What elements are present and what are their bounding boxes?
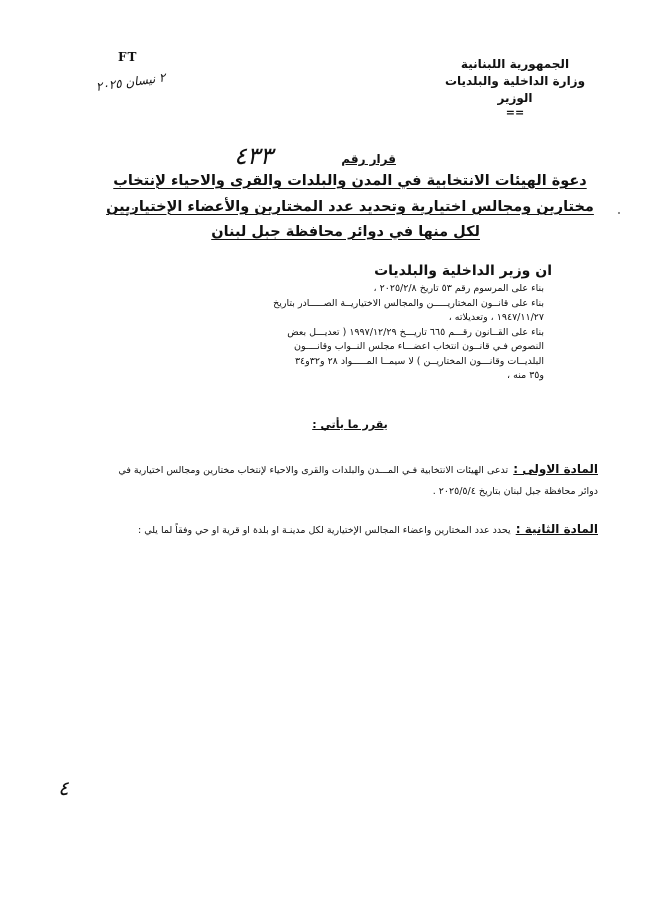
preamble-line: ١٩٤٧/١١/٢٧ ، وتعديلاته ، [448,312,544,323]
preamble-line: النصوص فـي قانــون انتخاب اعضـــاء مجلس النــواب وقانــــون [294,341,544,352]
decision-title-line: دعوة الهيئات الانتخابية في المدن والبلدات والقرى والاحياء لإنتخاب [113,173,587,189]
article-text: تدعى الهيئات الانتخابية فـي المـــدن والبلدات والقرى والاحياء لإنتخاب مختارين ومجالس اختيارية في دوائر محافظة جبل لبنان بتاريخ ٢٠٢٥/٥/٤ . [118,465,598,497]
article-2 [130,518,598,539]
decides-heading: يقرر ما يأتي : [312,418,388,431]
article-title: المادة الاولى : [513,462,598,476]
reference-code: FT [118,50,138,64]
article-text: يحدد عدد المختارين واعضاء المجالس الإختيارية لكل مدينـة او بلدة او قرية او حي وفقاً لما يلي : [138,525,511,536]
handwritten-date: ٢ نيسان ٢٠٢٥ [95,70,167,94]
handwritten-decision-number: ٤٣٣ [234,142,273,170]
decision-title-line: مختارين ومجالس اختيارية وتحديد عدد المختارين والأعضاء الإختياريين [106,199,594,215]
header-separator: == [505,106,525,119]
republic-name: الجمهورية اللبنانية [460,57,570,71]
article-title: المادة الثانية : [515,522,598,536]
preamble-line: بناء على المرسوم رقم ٥٣ تاريخ ٢٠٢٥/٢/٨ ، [373,283,544,294]
minister-label: الوزير [497,91,533,105]
preamble-line: و٣٥ منه ، [507,370,544,381]
preamble-line: البلديــات وقانـــون المختاريــن ) لا سيمــا المـــــواد ٢٨ و٣٢و٣٤ [294,355,544,367]
decision-number-line [230,142,400,172]
authority-heading: ان وزير الداخلية والبلديات [374,263,552,279]
article-1 [116,458,598,500]
preamble-line: بناء على القــانون رقـــم ٦٦٥ تاريـــخ ١٩٩٧/١٢/٢٩ ( تعديـــل بعض [287,326,544,338]
decision-title-line: لكل منها في دوائر محافظة جبل لبنان [211,224,480,240]
preamble [224,282,544,384]
handwritten-side-mark: ٤ [58,776,69,800]
letterhead [440,56,590,119]
scan-speck [618,212,620,214]
decision-label: قرار رقم [341,152,396,166]
ministry-name: وزارة الداخلية والبلديات [444,74,586,88]
preamble-line: بناء على قانــون المختاريـــــن والمجالس الاختياريــة الصـــــادر بتاريخ [273,297,544,309]
